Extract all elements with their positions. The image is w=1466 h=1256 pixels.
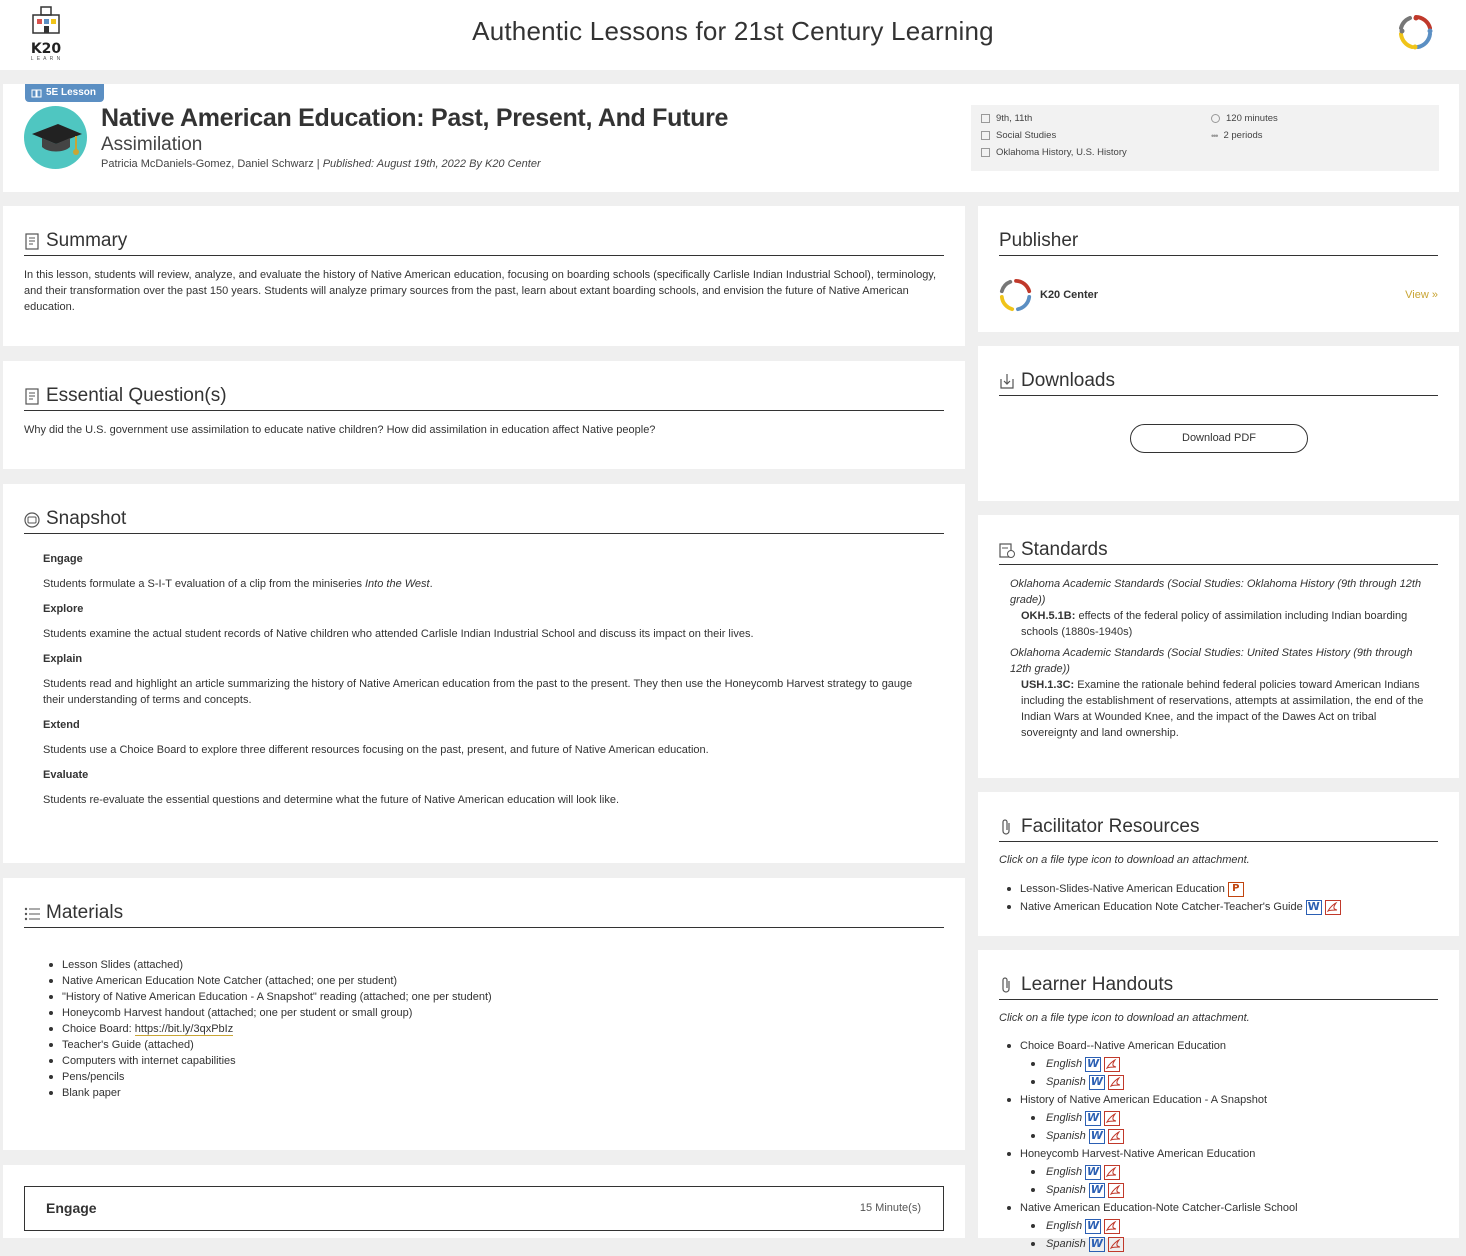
publisher-row [999, 278, 1438, 312]
facilitator-card [978, 792, 1459, 936]
publisher-name: K20 Center [1040, 289, 1099, 301]
word-icon[interactable]: W [1090, 1074, 1103, 1088]
pdf-icon[interactable] [1108, 1129, 1124, 1144]
document-icon [24, 388, 40, 405]
word-icon[interactable]: W [1087, 1110, 1100, 1124]
summary-title: Summary [46, 230, 128, 251]
powerpoint-icon[interactable]: P [1228, 882, 1244, 897]
handout-name: Native American Education-Note Catcher-Carlisle School [1020, 1202, 1298, 1214]
snapshot-text-engage [43, 576, 925, 592]
summary-heading [24, 230, 944, 256]
meta-subject [981, 130, 1056, 141]
pdf-icon[interactable] [1108, 1183, 1124, 1198]
subject-value: Social Studies [996, 130, 1057, 141]
document-icon [24, 233, 40, 250]
meta-courses [981, 147, 1127, 158]
site-title: Authentic Lessons for 21st Century Learning [472, 16, 994, 46]
handout-name: History of Native American Education - A Snapshot [1020, 1094, 1268, 1106]
grades-value: 9th, 11th [996, 113, 1033, 124]
engage-title: Engage [46, 1200, 97, 1216]
camera-icon [24, 511, 40, 528]
paperclip-icon [999, 819, 1015, 836]
standards-icon [999, 542, 1015, 559]
learner-heading [999, 974, 1438, 1000]
material-item: Lesson Slides (attached) [43, 957, 492, 973]
download-icon [999, 373, 1015, 390]
handout-item [999, 1091, 1298, 1145]
standard-source: Oklahoma Academic Standards (Social Studies: Oklahoma History (9th through 12th grade)) [1010, 578, 1422, 606]
essential-title: Essential Question(s) [46, 385, 227, 406]
pdf-icon[interactable] [1104, 1219, 1120, 1234]
language-label: English [1046, 1166, 1083, 1178]
facilitator-title: Facilitator Resources [1021, 816, 1200, 837]
language-label: English [1046, 1220, 1083, 1232]
badge-label: 5E Lesson [46, 87, 97, 98]
duration-value: 120 minutes [1226, 113, 1278, 124]
materials-list [43, 957, 492, 1101]
snapshot-title: Snapshot [46, 508, 127, 529]
pdf-icon[interactable] [1104, 1057, 1120, 1072]
word-icon[interactable]: W [1307, 899, 1320, 913]
paperclip-icon [999, 977, 1015, 994]
facilitator-hint: Click on a file type icon to download an attachment. [999, 854, 1250, 866]
list-icon [24, 905, 40, 922]
k20-ring-logo-icon[interactable] [1398, 14, 1434, 50]
engage-section-header[interactable] [24, 1186, 944, 1231]
snapshot-text-extend: Students use a Choice Board to explore three different resources focusing on the past, present, and future of Native American education. [43, 744, 709, 756]
language-item [1020, 1235, 1298, 1253]
language-item [1020, 1163, 1298, 1181]
lesson-header [3, 84, 1459, 192]
language-list [1020, 1109, 1298, 1145]
word-icon[interactable]: W [1090, 1182, 1103, 1196]
essential-heading [24, 385, 944, 411]
meta-duration [1211, 113, 1278, 124]
snapshot-label-extend: Extend [43, 719, 80, 731]
downloads-title: Downloads [1021, 370, 1115, 391]
k20-ring-logo-icon [999, 278, 1033, 312]
standard-code: OKH.5.1B: [1021, 610, 1076, 622]
snapshot-label-explore: Explore [43, 603, 84, 615]
materials-title: Materials [46, 902, 124, 923]
publisher-title: Publisher [999, 230, 1079, 251]
lesson-subtitle: Assimilation [101, 134, 203, 155]
site-header [0, 0, 1466, 70]
material-item: Computers with internet capabilities [43, 1053, 492, 1069]
meta-periods [1211, 130, 1263, 141]
standards-heading [999, 539, 1438, 565]
materials-card [3, 878, 965, 1150]
material-item: Pens/pencils [43, 1069, 492, 1085]
graduation-cap-icon [24, 106, 87, 169]
snapshot-text-explain: Students read and highlight an article summarizing the history of Native American education from the past to the present. They then use the Honeycomb Harvest strategy to gauge their understanding of terms and concepts. [43, 678, 913, 706]
pdf-icon[interactable] [1104, 1111, 1120, 1126]
language-label: English [1046, 1058, 1083, 1070]
standard-desc: Examine the rationale behind federal policies toward American Indians including the establishment of reservations, attempts at assimilation, the end of the Indian Wars at Wounded Knee, and the impact of the Dawes Act on tribal sovereignty and land ownership. [1021, 679, 1424, 739]
resource-name: Native American Education Note Catcher-Teacher's Guide [1020, 901, 1303, 913]
material-item: Blank paper [43, 1085, 492, 1101]
choice-board-label: Choice Board: [62, 1023, 135, 1035]
language-label: Spanish [1046, 1130, 1086, 1142]
clock-icon [1211, 114, 1220, 123]
lesson-byline: Patricia McDaniels-Gomez, Daniel Schwarz | Published: August 19th, 2022 By K20 Center [101, 158, 541, 170]
download-pdf-button[interactable]: Download PDF [1130, 424, 1308, 453]
resource-item [999, 898, 1341, 916]
standards-title: Standards [1021, 539, 1108, 560]
courses-value: Oklahoma History, U.S. History [996, 147, 1127, 158]
material-item-choice-board [43, 1021, 492, 1037]
materials-heading [24, 902, 944, 928]
handout-name: Honeycomb Harvest-Native American Education [1020, 1148, 1256, 1160]
publisher-card [978, 206, 1459, 332]
language-label: English [1046, 1112, 1083, 1124]
facilitator-heading [999, 816, 1438, 842]
standard-item [1010, 677, 1429, 741]
publisher-view-link[interactable]: View » [1405, 289, 1438, 301]
essential-card [3, 361, 965, 469]
publisher-heading [999, 230, 1438, 256]
lesson-meta [971, 105, 1439, 171]
resource-item [999, 880, 1341, 898]
learner-hint: Click on a file type icon to download an attachment. [999, 1012, 1250, 1024]
language-list [1020, 1055, 1298, 1091]
snapshot-engage-italic: Into the West [365, 578, 430, 590]
summary-card [3, 206, 965, 346]
snapshot-heading [24, 508, 944, 534]
resource-name: Lesson-Slides-Native American Education [1020, 883, 1225, 895]
snapshot-label-evaluate: Evaluate [43, 769, 89, 781]
periods-value: 2 periods [1223, 130, 1263, 141]
language-item [1020, 1127, 1298, 1145]
material-item: Native American Education Note Catcher (attached; one per student) [43, 973, 492, 989]
choice-board-link[interactable]: https://bit.ly/3qxPbIz [134, 1023, 234, 1035]
logo-text: K20 [30, 41, 62, 57]
standard-desc: effects of the federal policy of assimilation including Indian boarding schools (1880s-1940s) [1021, 610, 1408, 638]
meta-grades [981, 113, 1032, 124]
word-icon[interactable]: W [1090, 1236, 1103, 1250]
logo-subtext: L E A R N [30, 56, 62, 62]
downloads-card [978, 346, 1459, 501]
school-icon [981, 114, 990, 123]
authors: Patricia McDaniels-Gomez, Daniel Schwarz [101, 158, 314, 170]
handout-item [999, 1037, 1298, 1091]
snapshot-text-evaluate: Students re-evaluate the essential questions and determine what the future of Native American education will look like. [43, 794, 619, 806]
snapshot-label-engage: Engage [43, 553, 83, 565]
lesson-type-badge [25, 84, 104, 102]
word-icon[interactable]: W [1090, 1128, 1103, 1142]
language-item [1020, 1055, 1298, 1073]
snapshot-engage-after: . [429, 578, 433, 590]
standard-code: USH.1.3C: [1021, 679, 1075, 691]
language-label: Spanish [1046, 1238, 1086, 1250]
material-item: "History of Native American Education - A Snapshot" reading (attached; one per student) [43, 989, 492, 1005]
published-date: Published: August 19th, 2022 By K20 Center [322, 158, 541, 170]
standards-list [1010, 576, 1429, 741]
downloads-heading [999, 370, 1438, 396]
material-item: Honeycomb Harvest handout (attached; one per student or small group) [43, 1005, 492, 1021]
pdf-icon[interactable] [1104, 1165, 1120, 1180]
standard-source: Oklahoma Academic Standards (Social Studies: United States History (9th through 12th grade)) [1010, 647, 1413, 675]
language-label: Spanish [1046, 1184, 1086, 1196]
lesson-avatar [24, 106, 87, 169]
language-item [1020, 1073, 1298, 1091]
monitor-icon [981, 131, 990, 140]
snapshot-card [3, 484, 965, 863]
language-item [1020, 1217, 1298, 1235]
snapshot-text-explore: Students examine the actual student records of Native children who attended Carlisle Indian Industrial School and discuss its impact on their lives. [43, 628, 754, 640]
handout-name: Choice Board--Native American Education [1020, 1040, 1227, 1052]
learner-list [999, 1037, 1298, 1253]
pdf-icon[interactable] [1108, 1237, 1124, 1252]
word-icon[interactable]: W [1087, 1164, 1100, 1178]
essential-text: Why did the U.S. government use assimilation to educate native children? How did assimilation in education affect Native people? [24, 424, 656, 436]
word-icon[interactable]: W [1087, 1218, 1100, 1232]
pdf-icon[interactable] [1108, 1075, 1124, 1090]
standard-item [1010, 608, 1429, 640]
summary-text: In this lesson, students will review, analyze, and evaluate the history of Native American education, focusing on boarding schools (specifically Carlisle Indian Industrial School), terminology, and their transformation over the past 150 years. Students will analyze primary sources from the past, learn about extant boarding schools, and envision the future of Native American education. [24, 269, 937, 313]
language-list [1020, 1163, 1298, 1199]
lesson-title: Native American Education: Past, Present, And Future [101, 104, 729, 132]
learner-title: Learner Handouts [1021, 974, 1174, 995]
snapshot-engage-text: Students formulate a S-I-T evaluation of a clip from the miniseries [43, 578, 365, 590]
handout-item [999, 1145, 1298, 1199]
language-list [1020, 1217, 1298, 1253]
handout-item [999, 1199, 1298, 1253]
book-icon [981, 148, 990, 157]
facilitator-list [999, 880, 1341, 916]
language-item [1020, 1181, 1298, 1199]
material-item: Teacher's Guide (attached) [43, 1037, 492, 1053]
pdf-icon[interactable] [1325, 900, 1341, 915]
book-icon [31, 89, 42, 98]
language-item [1020, 1109, 1298, 1127]
snapshot-list [43, 553, 925, 808]
dots-icon: ••• [1211, 130, 1218, 141]
language-label: Spanish [1046, 1076, 1086, 1088]
learner-card [978, 950, 1459, 1250]
engage-duration: 15 Minute(s) [859, 1202, 921, 1214]
snapshot-label-explain: Explain [43, 653, 83, 665]
word-icon[interactable]: W [1087, 1056, 1100, 1070]
standards-card [978, 515, 1459, 778]
